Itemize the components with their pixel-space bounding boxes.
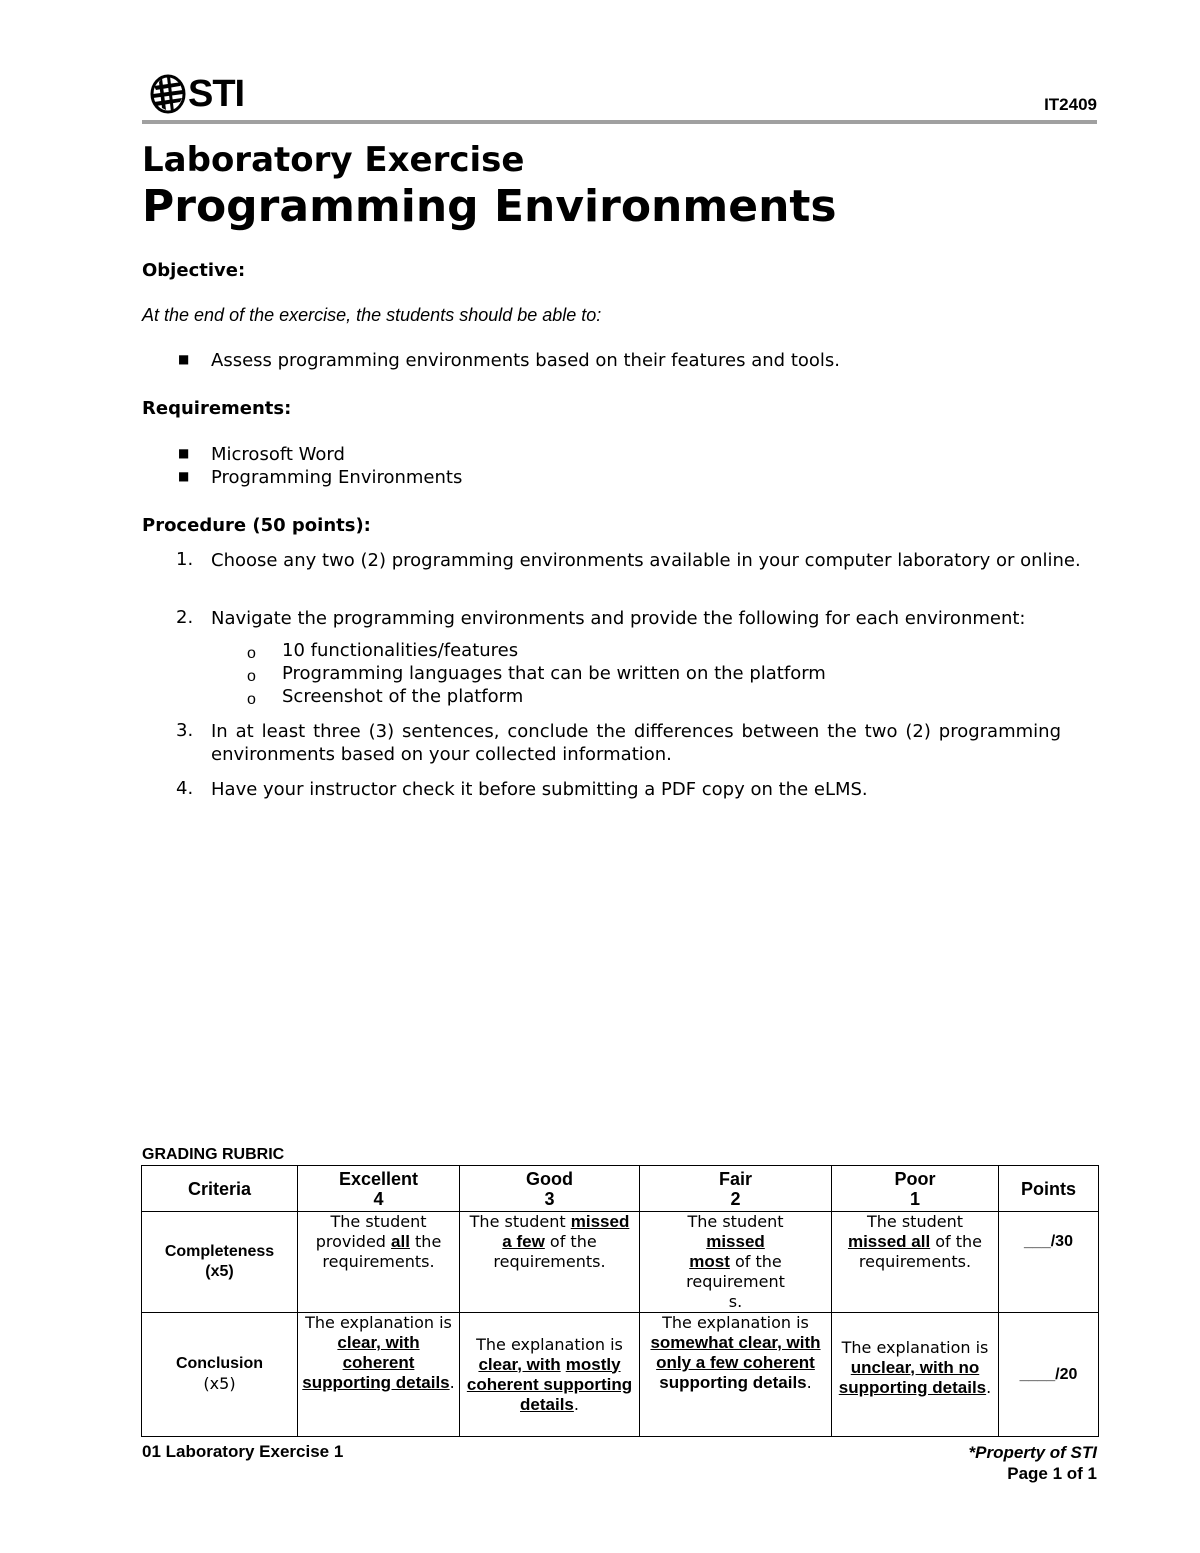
criteria-completeness: Completeness (x5) — [142, 1212, 298, 1313]
rubric-row-completeness — [142, 1212, 1099, 1313]
objective-item: Assess programming environments based on their features and tools. — [211, 350, 840, 371]
conclusion-excellent: The explanation is clear, with coherent supporting details. — [298, 1313, 460, 1437]
rubric-row-conclusion — [142, 1313, 1099, 1437]
procedure-sub-item: Programming languages that can be written on the platform — [282, 663, 826, 684]
requirements-heading: Requirements: — [142, 398, 292, 419]
step-number: 1. — [176, 549, 194, 570]
header-divider — [142, 120, 1097, 124]
step-number: 3. — [176, 720, 194, 741]
conclusion-poor: The explanation is unclear, with no supporting details. — [832, 1313, 999, 1437]
completeness-good: The student missed a few of the requirements. — [460, 1212, 640, 1313]
completeness-excellent: The student provided all the requirements. — [298, 1212, 460, 1313]
conclusion-good: The explanation is clear, with mostly coherent supporting details. — [460, 1313, 640, 1437]
requirement-item: Programming Environments — [211, 467, 463, 488]
document-title: Programming Environments — [142, 181, 837, 232]
completeness-poor: The student missed all of the requirements. — [832, 1212, 999, 1313]
procedure-step: In at least three (3) sentences, conclude the differences between the two (2) programming environments based on your collected information. — [211, 721, 1061, 765]
sub-bullet-icon: o — [247, 645, 256, 662]
procedure-step: Have your instructor check it before submitting a PDF copy on the eLMS. — [211, 779, 868, 800]
logo-text: STI — [188, 73, 245, 115]
rubric-header-row — [142, 1166, 1099, 1212]
procedure-step: Choose any two (2) programming environments available in your computer laboratory or online. — [211, 550, 1081, 571]
bullet-icon: ■ — [178, 352, 190, 366]
sti-logo — [150, 74, 244, 114]
conclusion-points: ____/20 — [999, 1313, 1099, 1437]
globe-icon — [150, 74, 186, 114]
header-points: Points — [999, 1166, 1099, 1212]
bullet-icon: ■ — [178, 446, 190, 460]
rubric-title: GRADING RUBRIC — [142, 1146, 285, 1163]
grading-rubric-table — [141, 1165, 1099, 1437]
footer-right — [969, 1442, 1097, 1484]
conclusion-fair: The explanation is somewhat clear, with only a few coherent supporting details. — [640, 1313, 832, 1437]
step-number: 2. — [176, 607, 194, 628]
header-criteria: Criteria — [142, 1166, 298, 1212]
sub-bullet-icon: o — [247, 668, 256, 685]
footer-exercise-label: 01 Laboratory Exercise 1 — [142, 1442, 344, 1461]
footer-property: *Property of STI — [968, 1443, 1097, 1462]
procedure-step: Navigate the programming environments and provide the following for each environment: — [211, 608, 1026, 629]
procedure-sub-item: Screenshot of the platform — [282, 686, 524, 707]
header-excellent: Excellent 4 — [298, 1166, 460, 1212]
requirement-item: Microsoft Word — [211, 444, 345, 465]
completeness-fair: The student missed most of the requirement s. — [640, 1212, 832, 1313]
completeness-points: ___/30 — [999, 1212, 1099, 1313]
document-subtitle: Laboratory Exercise — [142, 140, 525, 180]
step-number: 4. — [176, 778, 194, 799]
bullet-icon: ■ — [178, 469, 190, 483]
procedure-heading: Procedure (50 points): — [142, 515, 371, 536]
header-fair: Fair 2 — [640, 1166, 832, 1212]
header-good: Good 3 — [460, 1166, 640, 1212]
sub-bullet-icon: o — [247, 691, 256, 708]
course-code: IT2409 — [1044, 95, 1097, 114]
footer-page-number: Page 1 of 1 — [1007, 1464, 1097, 1483]
criteria-conclusion: Conclusion (x5) — [142, 1313, 298, 1437]
header-poor: Poor 1 — [832, 1166, 999, 1212]
objective-intro: At the end of the exercise, the students should be able to: — [142, 305, 602, 325]
procedure-sub-item: 10 functionalities/features — [282, 640, 519, 661]
objective-heading: Objective: — [142, 260, 246, 281]
